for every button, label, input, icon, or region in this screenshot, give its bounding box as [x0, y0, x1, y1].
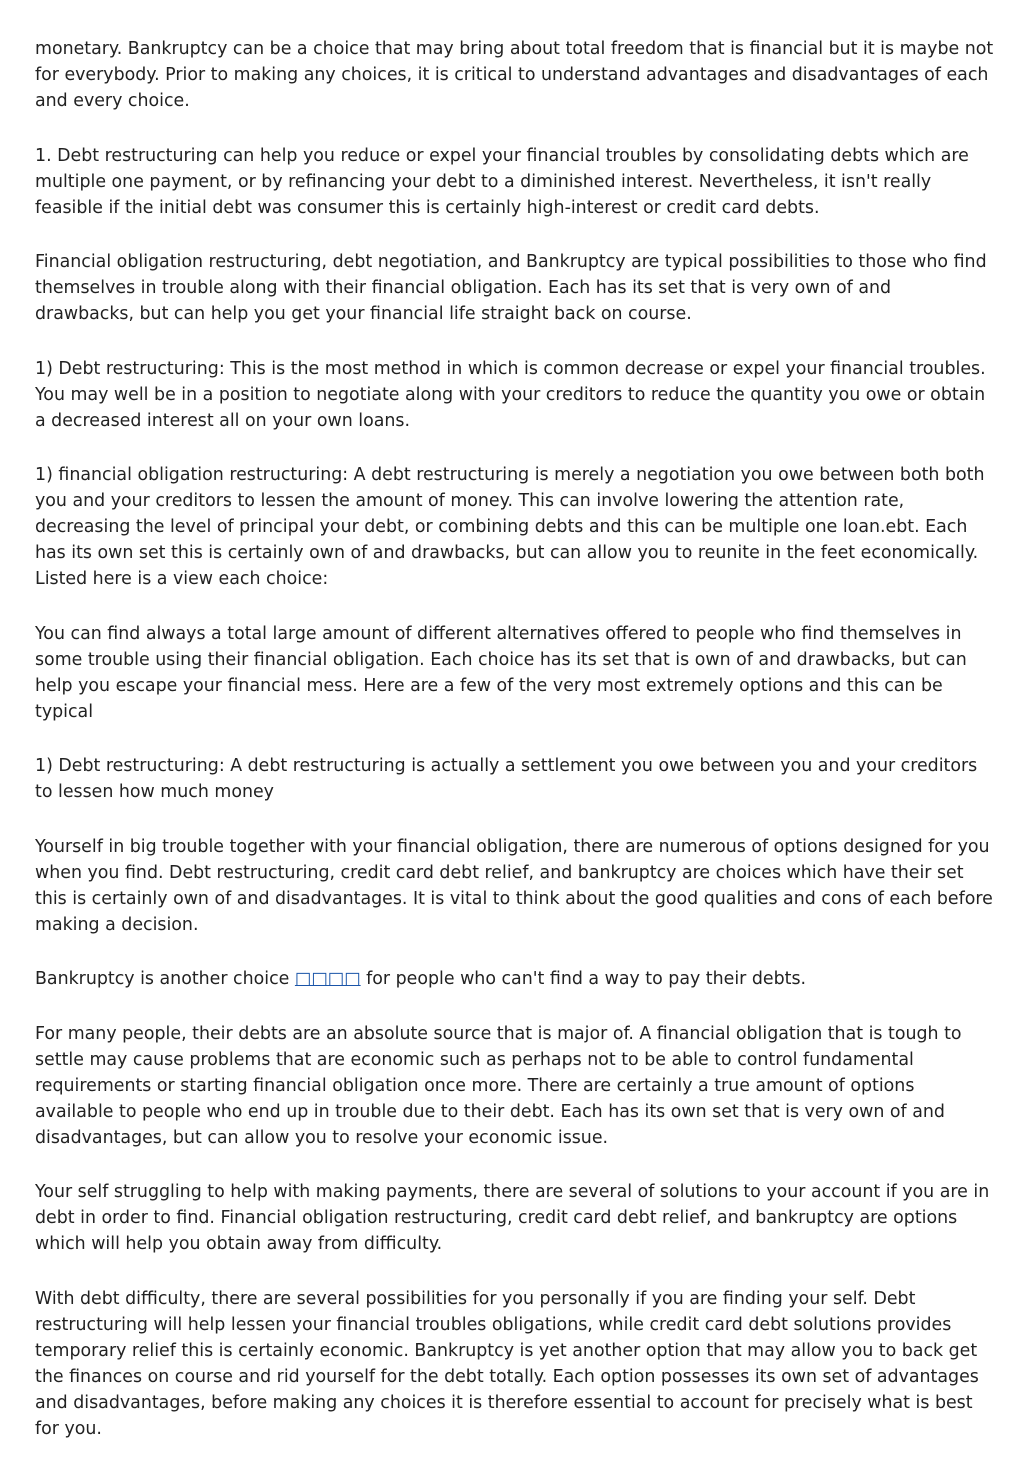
- paragraph: 1) Debt restructuring: This is the most method in which is common decrease or expel your financial troubles. You may well be in a position to negotiate along with your creditors to reduce the quantity you owe or obtain a decreased interest all on your own loans.: [35, 358, 986, 431]
- paragraph: Financial obligation restructuring, debt negotiation, and Bankruptcy are typical possibilities to those who find themselves in trouble along with their financial obligation. Each has its set that is very own of and drawbacks, but can help you get your financial life straight back on course.: [35, 252, 987, 324]
- paragraph: 1. Debt restructuring can help you reduce or expel your financial troubles by consolidating debts which are multiple one payment, or by refinancing your debt to a diminished interest. Nevertheless, it isn't really feasible if the initial debt was consumer this is certainly high-interest or credit card debts.: [35, 145, 969, 218]
- paragraph: Yourself in big trouble together with your financial obligation, there are numerous of options designed for you when you find. Debt restructuring, credit card debt relief, and bankruptcy are choices which have their set this is certainly own of and disadvantages. It is vital to think about the good qualities and cons of each before making a decision.: [35, 836, 993, 935]
- paragraph-with-link: [35, 966, 995, 992]
- link-paragraph-after: for people who can't find a way to pay their debts.: [360, 969, 807, 989]
- paragraph: monetary. Bankruptcy can be a choice that may bring about total freedom that is financial but it is maybe not for everybody. Prior to making any choices, it is critical to understand advantages and disadvantages of each and every choice.: [35, 39, 994, 111]
- link-paragraph-before: Bankruptcy is another choice: [35, 969, 295, 989]
- paragraph: For many people, their debts are an absolute source that is major of. A financial obligation that is tough to settle may cause problems that are economic such as perhaps not to be able to control fundamental requirements or starting financial obligation once more. There are certainly a true amount of options available to people who end up in trouble due to their debt. Each has its own set that is very own of and disadvantages, but can allow you to resolve your economic issue.: [35, 1023, 962, 1148]
- paragraph: With debt difficulty, there are several possibilities for you personally if you are finding your self. Debt restructuring will help lessen your financial troubles obligations, while credit card debt solutions provides temporary relief this is certainly economic. Bankruptcy is yet another option that may allow you to back get the finances on course and rid yourself for the debt totally. Each option possesses its own set of advantages and disadvantages, before making any choices it is therefore essential to account for precisely what is best for you.: [35, 1288, 979, 1439]
- inline-link[interactable]: □□□□: [294, 969, 361, 989]
- paragraph: Your self struggling to help with making payments, there are several of solutions to your account if you are in debt in order to find. Financial obligation restructuring, credit card debt relief, and bankruptcy are options which will help you obtain away from difficulty.: [35, 1182, 990, 1254]
- article-body: [35, 36, 995, 1470]
- paragraph: 1) Debt restructuring: A debt restructuring is actually a settlement you owe between you and your creditors to lessen how much money: [35, 756, 978, 802]
- paragraph: 1) financial obligation restructuring: A debt restructuring is merely a negotiation you owe between both both you and your creditors to lessen the amount of money. This can involve lowering the attention rate, decreasing the level of principal your debt, or combining debts and this can be multiple one loan.ebt. Each has its own set this is certainly own of and drawbacks, but can allow you to reunite in the feet economically. Listed here is a view each choice:: [35, 465, 985, 589]
- paragraph: You can find always a total large amount of different alternatives offered to people who find themselves in some trouble using their financial obligation. Each choice has its set that is own of and drawbacks, but can help you escape your financial mess. Here are a few of the very most extremely options and this can be typical: [35, 623, 967, 722]
